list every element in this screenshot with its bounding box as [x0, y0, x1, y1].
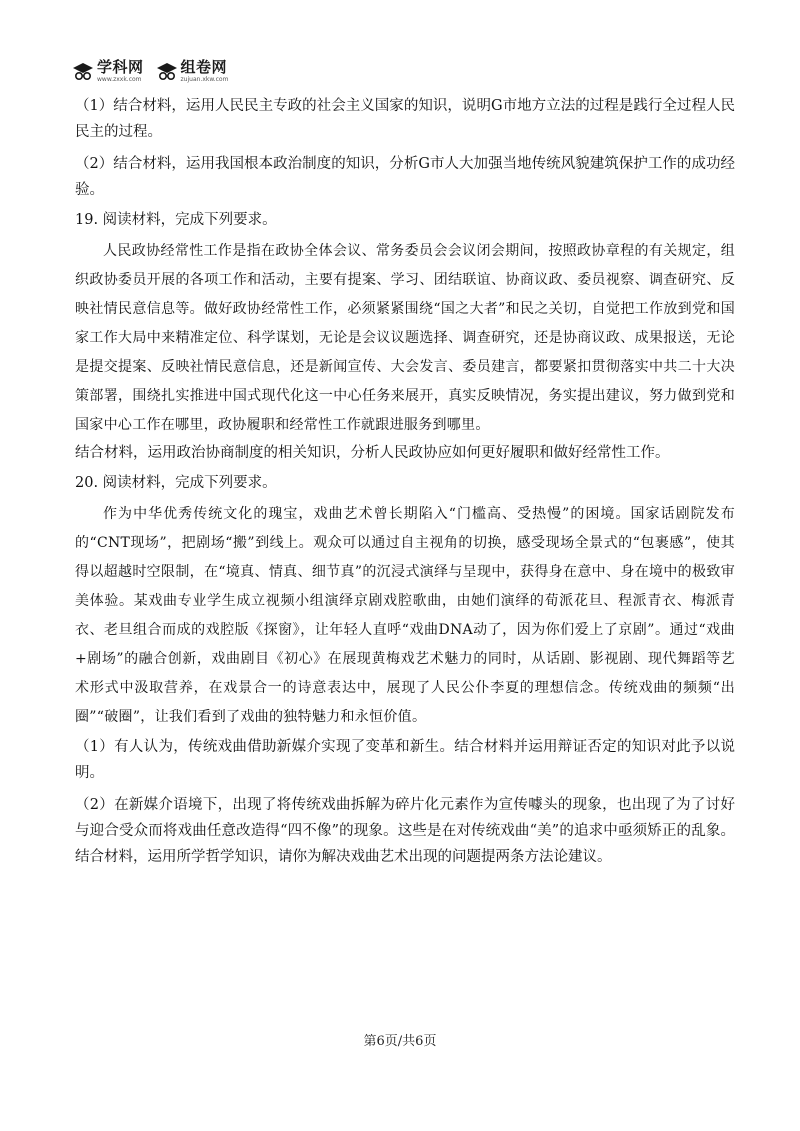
- header-logos: [72, 60, 228, 83]
- q19-question: 结合材料，运用政治协商制度的相关知识，分析人民政协应如何更好履职和做好经常性工作。: [75, 445, 670, 461]
- q20-sub1: （1）有人认为，传统戏曲借助新媒介实现了变革和新生。结合材料并运用辩证否定的知识对此予以说明。: [75, 739, 735, 781]
- logo1-name: 学科网: [97, 58, 144, 76]
- logo2-url: zujuan.xkw.com: [180, 76, 229, 83]
- zujuanwang-logo: [156, 60, 229, 83]
- q19-material: 人民政协经常性工作是指在政协全体会议、常务委员会会议闭会期间，按照政协章程的有关规定，组织政协委员开展的各项工作和活动，主要有提案、学习、团结联谊、协商议政、委员视察、调查研究、反映社情民意信息等。做好政协经常性工作，必须紧紧围绕“国之大者”和民之关切，自觉把工作放到党和国家工作大局中来精准定位、科学谋划，无论是会议议题选择、调查研究，还是协商议政、成果报送，无论是提交提案、反映社情民意信息，还是新闻宣传、大会发言、委员建言，都要紧扣贯彻落实中共二十大决策部署，围绕扎实推进中国式现代化这一中心任务来展开，真实反映情况，务实提出建议，努力做到党和国家中心工作在哪里，政协履职和经常性工作就跟进服务到哪里。: [75, 243, 735, 433]
- q20-title: 20. 阅读材料，完成下列要求。: [75, 475, 277, 491]
- q18-sub2: （2）结合材料，运用我国根本政治制度的知识，分析G市人大加强当地传统风貌建筑保护工作的成功经验。: [75, 156, 735, 198]
- graduate-cap-icon: [156, 62, 178, 82]
- q20-material: 作为中华优秀传统文化的瑰宝，戏曲艺术曾长期陷入“门槛高、受热慢”的困境。国家话剧院发布的“CNT现场”，把剧场“搬”到线上。观众可以通过自主视角的切换，感受现场全景式的“包裹感”，使其得以超越时空限制，在“境真、情真、细节真”的沉浸式演绎与呈现中，获得身在意中、身在境中的极致审美体验。某戏曲专业学生成立视频小组演绎京剧戏腔歌曲，由她们演绎的荀派花旦、程派青衣、梅派青衣、老旦组合而成的戏腔版《探窗》，让年轻人直呼“戏曲DNA动了，因为你们爱上了京剧”。通过“戏曲+剧场”的融合创新，戏曲剧目《初心》在展现黄梅戏艺术魅力的同时，从话剧、影视剧、现代舞蹈等艺术形式中汲取营养，在戏景合一的诗意表达中，展现了人民公仆李夏的理想信念。传统戏曲的频频“出圈”“破圈”，让我们看到了戏曲的独特魅力和永恒价值。: [75, 506, 735, 725]
- graduate-cap-icon: [72, 62, 94, 82]
- page-number: 第6页/共6页: [363, 1034, 437, 1049]
- page-content: [75, 93, 735, 870]
- q18-sub1: （1）结合材料，运用人民民主专政的社会主义国家的知识，说明G市地方立法的过程是践行全过程人民民主的过程。: [75, 98, 735, 140]
- logo2-name: 组卷网: [180, 58, 228, 76]
- xuekewang-logo: [72, 60, 144, 83]
- q19-title: 19. 阅读材料，完成下列要求。: [75, 212, 277, 228]
- q20-sub2: （2）在新媒介语境下，出现了将传统戏曲拆解为碎片化元素作为宣传噱头的现象，也出现了为了讨好与迎合受众而将戏曲任意改造得“四不像”的现象。这些是在对传统戏曲“美”的追求中亟须矫正的乱象。结合材料，运用所学哲学知识，请你为解决戏曲艺术出现的问题提两条方法论建议。: [75, 797, 735, 865]
- logo1-url: www.zxxk.com: [97, 76, 142, 83]
